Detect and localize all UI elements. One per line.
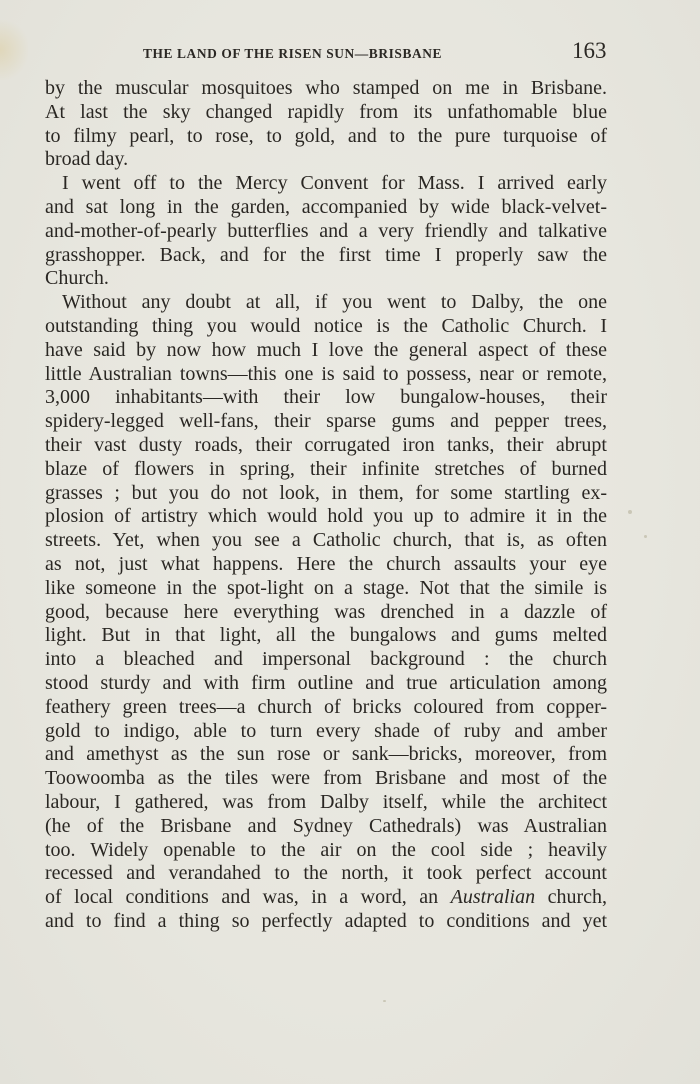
- text-line: feathery green trees—a church of bricks coloured from copper-: [45, 695, 607, 718]
- page-number: 163: [572, 38, 607, 63]
- text-line: and-mother-of-pearly butterflies and a very friendly and talkative: [45, 219, 607, 242]
- running-head: THE LAND OF THE RISEN SUN—BRISBANE: [143, 46, 443, 61]
- text-line: blaze of flowers in spring, their infinite stretches of burned: [45, 457, 607, 480]
- text-line: Toowoomba as the tiles were from Brisbane and most of the: [45, 767, 607, 790]
- text-line: I went off to the Mercy Convent for Mass. I arrived early: [62, 172, 607, 195]
- text-line: recessed and verandahed to the north, it took perfect account: [45, 862, 607, 885]
- text-line: outstanding thing you would notice is the Catholic Church. I: [45, 314, 607, 337]
- text-line: (he of the Brisbane and Sydney Cathedrals) was Australian: [45, 814, 607, 837]
- text-line: At last the sky changed rapidly from its unfathomable blue: [45, 100, 607, 123]
- text-line: spidery-legged well-fans, their sparse gums and pepper trees,: [45, 410, 607, 433]
- text-line: light. But in that light, all the bungalows and gums melted: [45, 624, 607, 647]
- text-line: labour, I gathered, was from Dalby itself, while the architect: [45, 790, 607, 813]
- text-line: and amethyst as the sun rose or sank—bricks, moreover, from: [45, 743, 607, 766]
- text-line: have said by now how much I love the general aspect of these: [45, 338, 607, 361]
- text-line: streets. Yet, when you see a Catholic church, that is, as often: [45, 529, 607, 552]
- text-line: broad day.: [45, 148, 129, 171]
- paper-speck: [628, 510, 632, 514]
- text-line: by the muscular mosquitoes who stamped on me in Brisbane.: [45, 77, 607, 99]
- text-fragment: of local conditions and was, in a word, an: [45, 886, 439, 909]
- text-line: plosion of artistry which would hold you up to admire it in the: [45, 505, 607, 528]
- body-text: [45, 77, 607, 934]
- text-line: good, because here everything was drenched in a dazzle of: [45, 600, 607, 623]
- text-line: and to find a thing so perfectly adapted to conditions and yet: [45, 909, 607, 932]
- paper-speck: [644, 535, 647, 538]
- text-line: Without any doubt at all, if you went to Dalby, the one: [62, 291, 607, 314]
- text-line: Church.: [45, 267, 109, 290]
- text-line: like someone in the spot-light on a stage. Not that the simile is: [45, 576, 607, 599]
- text-line: gold to indigo, able to turn every shade of ruby and amber: [45, 719, 607, 742]
- text-line: to filmy pearl, to rose, to gold, and to the pure turquoise of: [45, 124, 607, 147]
- text-line: into a bleached and impersonal background : the church: [45, 648, 607, 671]
- text-line: 3,000 inhabitants—with their low bungalow-houses, their: [45, 386, 607, 409]
- italic-word: Australian: [450, 886, 536, 909]
- page-header: [0, 38, 700, 72]
- text-line: as not, just what happens. Here the church assaults your eye: [45, 552, 607, 575]
- text-line: stood sturdy and with firm outline and true articulation among: [45, 671, 607, 694]
- text-line: grasses ; but you do not look, in them, for some startling ex-: [45, 481, 607, 504]
- text-line: too. Widely openable to the air on the cool side ; heavily: [45, 838, 607, 861]
- text-line: little Australian towns—this one is said to possess, near or remote,: [45, 362, 607, 385]
- text-line: grasshopper. Back, and for the first time I properly saw the: [45, 243, 607, 266]
- text-line-mixed: [45, 886, 607, 910]
- text-line: and sat long in the garden, accompanied by wide black-velvet-: [45, 195, 607, 218]
- text-fragment: church,: [547, 886, 608, 909]
- paper-speck: [383, 1000, 386, 1002]
- text-line: their vast dusty roads, their corrugated iron tanks, their abrupt: [45, 433, 607, 456]
